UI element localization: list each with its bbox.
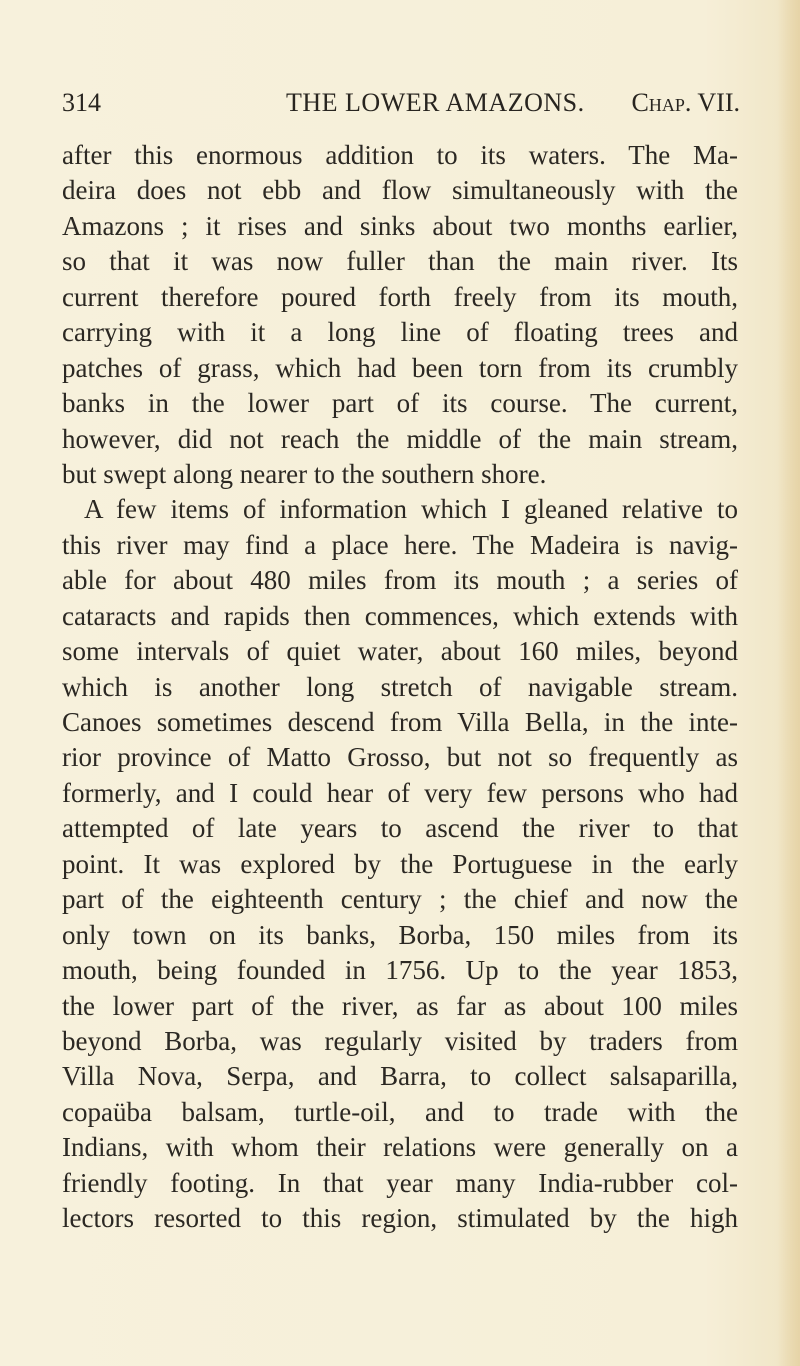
- text-line: banks in the lower part of its course. The current,: [62, 388, 738, 419]
- text-line: formerly, and I could hear of very few persons who had: [62, 777, 738, 808]
- text-line: Indians, with whom their relations were generally on a: [62, 1132, 738, 1163]
- text-line: after this enormous addition to its waters. The Ma-: [62, 140, 738, 170]
- text-line: Canoes sometimes descend from Villa Bella, in the inte-: [62, 707, 738, 737]
- text-line: Villa Nova, Serpa, and Barra, to collect salsaparilla,: [62, 1061, 738, 1092]
- text-line: part of the eighteenth century ; the chief and now the: [62, 884, 738, 915]
- text-line: attempted of late years to ascend the river to that: [62, 813, 738, 844]
- page-number: 314: [62, 88, 101, 117]
- text-line: lectors resorted to this region, stimulated by the high: [62, 1203, 738, 1234]
- text-line: rior province of Matto Grosso, but not so frequently as: [62, 742, 738, 773]
- text-line: cataracts and rapids then commences, which extends with: [62, 600, 738, 631]
- text-line: current therefore poured forth freely from its mouth,: [62, 281, 738, 312]
- text-line: copaüba balsam, turtle-oil, and to trade with the: [62, 1096, 738, 1127]
- text-line: patches of grass, which had been torn from its crumbly: [62, 352, 738, 383]
- text-line: only town on its banks, Borba, 150 miles from its: [62, 919, 738, 950]
- text-line: able for about 480 miles from its mouth ; a series of: [62, 565, 738, 596]
- text-line: deira does not ebb and flow simultaneously with the: [62, 175, 738, 206]
- text-line: Amazons ; it rises and sinks about two months earlier,: [62, 210, 738, 241]
- text-line: so that it was now fuller than the main river. Its: [62, 246, 738, 277]
- text-line: A few items of information which I gleaned relative to: [84, 494, 738, 525]
- text-line: which is another long stretch of navigable stream.: [62, 671, 738, 702]
- text-line: carrying with it a long line of floating trees and: [62, 317, 738, 348]
- text-line: friendly footing. In that year many India-rubber col-: [62, 1167, 738, 1198]
- body-text: [62, 138, 738, 1237]
- text-line: however, did not reach the middle of the main stream,: [62, 423, 738, 454]
- page-edge-shadow: [778, 0, 800, 1366]
- running-header: [62, 86, 740, 120]
- text-line: point. It was explored by the Portuguese in the early: [62, 848, 738, 879]
- text-line: this river may find a place here. The Madeira is navig-: [62, 529, 738, 560]
- text-line: mouth, being founded in 1756. Up to the year 1853,: [62, 955, 738, 986]
- text-line: beyond Borba, was regularly visited by traders from: [62, 1025, 738, 1056]
- text-line: the lower part of the river, as far as about 100 miles: [62, 990, 738, 1021]
- text-line: some intervals of quiet water, about 160 miles, beyond: [62, 636, 738, 667]
- text-line: but swept along nearer to the southern shore.: [62, 458, 547, 489]
- running-title: THE LOWER AMAZONS.: [286, 88, 585, 117]
- chapter-label: Chap. VII.: [631, 88, 740, 117]
